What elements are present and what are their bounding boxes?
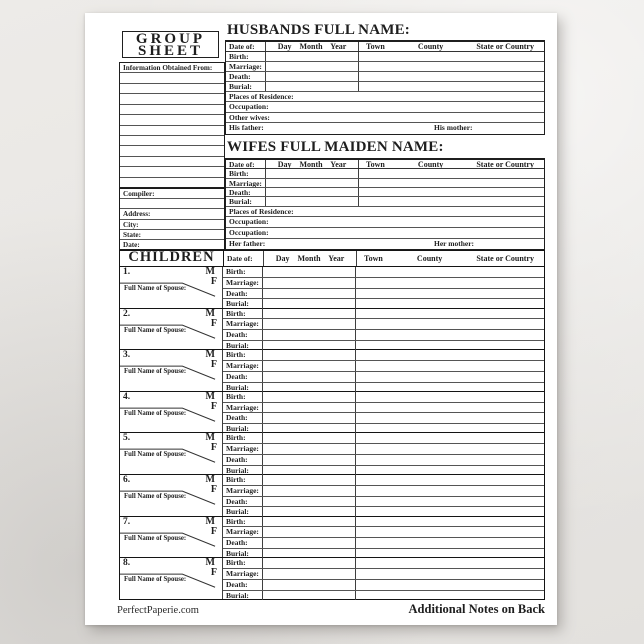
child-marriage-row <box>223 569 544 580</box>
compiler-blank-row <box>120 199 224 209</box>
child-block <box>120 267 544 309</box>
wife-section-title: WIFES FULL MAIDEN NAME: <box>227 139 444 155</box>
marriage-date-cell <box>266 179 359 187</box>
spouse-name-label: Full Name of Spouse: <box>124 285 187 292</box>
child-birth-row <box>223 309 544 320</box>
male-checkbox-label: M <box>205 474 215 485</box>
child-event-rows <box>223 267 544 308</box>
marriage-date-cell <box>263 486 356 496</box>
info-blank-row <box>120 115 224 125</box>
marriage-date-cell <box>266 62 359 71</box>
husband-birth-row <box>226 52 544 62</box>
county-header: County <box>417 160 444 169</box>
birth-label: Birth: <box>223 309 263 319</box>
marriage-label: Marriage: <box>223 278 263 288</box>
child-block <box>120 350 544 392</box>
marriage-date-cell <box>263 527 356 537</box>
wife-residence-row: Places of Residence: <box>226 207 544 218</box>
death-label: Death: <box>226 188 266 196</box>
child-birth-row <box>223 517 544 528</box>
child-number: 5. <box>123 433 131 444</box>
marriage-place-cell <box>356 403 544 413</box>
compiler-label: Compiler: <box>120 189 224 199</box>
birth-place-cell <box>356 475 544 485</box>
birth-place-cell <box>356 433 544 443</box>
info-blank-row <box>120 94 224 104</box>
birth-label: Birth: <box>223 267 263 277</box>
her-father-label: Her father: <box>229 238 266 248</box>
children-header <box>119 250 545 267</box>
child-birth-row <box>223 267 544 278</box>
female-checkbox-label: F <box>210 359 217 371</box>
spouse-name-label: Full Name of Spouse: <box>124 409 187 417</box>
birth-date-cell <box>266 169 359 177</box>
death-place-cell <box>356 580 544 590</box>
county-header: County <box>416 253 443 263</box>
child-birth-row <box>223 558 544 569</box>
additional-notes-text: Additional Notes on Back <box>408 602 545 616</box>
male-checkbox-label: M <box>205 558 215 569</box>
marriage-date-cell <box>263 278 356 288</box>
birth-date-cell <box>263 517 356 527</box>
day-month-year-header: Day Month Year <box>264 251 357 266</box>
marriage-place-cell <box>356 486 544 496</box>
burial-label: Burial: <box>223 507 263 517</box>
burial-date-cell <box>263 591 356 601</box>
female-checkbox-label: F <box>210 525 217 537</box>
husband-burial-row <box>226 82 544 92</box>
birth-label: Birth: <box>226 52 266 61</box>
death-place-cell <box>359 72 544 81</box>
birth-date-cell <box>263 558 356 568</box>
birth-place-cell <box>356 392 544 402</box>
burial-label: Burial: <box>223 591 263 601</box>
birth-place-cell <box>359 169 544 177</box>
child-death-row <box>223 330 544 341</box>
birth-date-cell <box>263 350 356 360</box>
marriage-place-cell <box>356 569 544 579</box>
child-block <box>120 475 544 517</box>
death-label: Death: <box>223 372 263 382</box>
birth-place-cell <box>356 558 544 568</box>
burial-place-cell <box>359 82 544 91</box>
info-blank-row <box>120 73 224 83</box>
child-number: 8. <box>123 558 131 569</box>
wife-marriage-row <box>226 179 544 188</box>
death-label: Death: <box>226 72 266 81</box>
marriage-place-cell <box>359 62 544 71</box>
brand-text: PerfectPaperie.com <box>117 605 199 616</box>
death-label: Death: <box>223 413 263 423</box>
child-number: 2. <box>123 308 131 319</box>
day-month-year-header: Day Month Year <box>266 42 359 51</box>
male-checkbox-label: M <box>205 350 215 361</box>
birth-place-cell <box>359 52 544 61</box>
spouse-name-label: Full Name of Spouse: <box>124 368 187 376</box>
info-blank-row <box>120 167 224 177</box>
marriage-date-cell <box>263 361 356 371</box>
child-marriage-row <box>223 444 544 455</box>
husband-residence-row: Places of Residence: <box>226 92 544 103</box>
wife-death-row <box>226 188 544 197</box>
children-section-title: CHILDREN <box>120 251 224 266</box>
his-father-label: His father: <box>229 123 264 133</box>
spouse-name-label: Full Name of Spouse: <box>124 326 187 334</box>
birth-label: Birth: <box>223 558 263 568</box>
child-death-row <box>223 538 544 549</box>
death-place-cell <box>356 372 544 382</box>
husband-marriage-row <box>226 62 544 72</box>
spouse-name-label: Full Name of Spouse: <box>124 534 187 542</box>
state-or-country-header: State or Country <box>476 160 534 169</box>
female-checkbox-label: F <box>210 567 217 579</box>
death-place-cell <box>359 188 544 196</box>
death-label: Death: <box>223 289 263 299</box>
marriage-date-cell <box>263 569 356 579</box>
child-marriage-row <box>223 403 544 414</box>
date-of-header: Date of: <box>226 42 266 51</box>
child-marriage-row <box>223 361 544 372</box>
marriage-label: Marriage: <box>223 486 263 496</box>
child-name-cell <box>120 433 223 474</box>
death-date-cell <box>263 497 356 507</box>
information-obtained-box <box>119 62 225 188</box>
child-marriage-row <box>223 527 544 538</box>
date-label: Date: <box>123 240 140 249</box>
birth-place-cell <box>356 309 544 319</box>
marriage-place-cell <box>359 179 544 187</box>
birth-place-cell <box>356 350 544 360</box>
male-checkbox-label: M <box>205 267 215 277</box>
birth-place-cell <box>356 267 544 277</box>
birth-date-cell <box>263 309 356 319</box>
birth-label: Birth: <box>223 350 263 360</box>
death-date-cell <box>263 538 356 548</box>
male-checkbox-label: M <box>205 433 215 444</box>
burial-label: Burial: <box>223 383 263 393</box>
date-of-header: Date of: <box>224 251 264 266</box>
marriage-label: Marriage: <box>223 569 263 579</box>
child-name-cell <box>120 350 223 391</box>
male-checkbox-label: M <box>205 391 215 402</box>
state-label: State: <box>120 230 224 240</box>
info-blank-row <box>120 178 224 187</box>
death-date-cell <box>263 372 356 382</box>
child-block <box>120 558 544 600</box>
marriage-label: Marriage: <box>223 527 263 537</box>
child-name-cell <box>120 267 223 308</box>
marriage-label: Marriage: <box>223 444 263 454</box>
death-date-cell <box>263 455 356 465</box>
child-name-cell <box>120 517 223 558</box>
child-block <box>120 309 544 351</box>
town-header: Town <box>366 42 385 51</box>
state-or-country-header: State or Country <box>476 42 534 51</box>
female-checkbox-label: F <box>210 276 217 287</box>
birth-label: Birth: <box>226 169 266 177</box>
child-death-row <box>223 455 544 466</box>
child-number: 1. <box>123 267 131 277</box>
birth-place-cell <box>356 517 544 527</box>
child-event-rows <box>223 517 544 558</box>
info-blank-row <box>120 146 224 156</box>
children-blocks <box>119 267 545 600</box>
birth-date-cell <box>263 392 356 402</box>
date-of-header: Date of: <box>226 160 266 168</box>
child-event-rows <box>223 309 544 350</box>
burial-label: Burial: <box>223 299 263 309</box>
burial-label: Burial: <box>223 549 263 559</box>
female-checkbox-label: F <box>210 483 217 495</box>
spouse-name-label: Full Name of Spouse: <box>124 451 187 459</box>
county-header: County <box>417 42 444 51</box>
death-place-cell <box>356 455 544 465</box>
marriage-place-cell <box>356 527 544 537</box>
wife-occupation-row-1: Occupation: <box>226 217 544 228</box>
child-death-row <box>223 413 544 424</box>
death-label: Death: <box>223 497 263 507</box>
his-mother-label: His mother: <box>434 123 473 133</box>
female-checkbox-label: F <box>210 442 217 454</box>
child-birth-row <box>223 350 544 361</box>
child-name-cell <box>120 558 223 599</box>
spouse-name-label: Full Name of Spouse: <box>124 576 187 584</box>
page-footer <box>117 602 545 617</box>
child-birth-row <box>223 392 544 403</box>
child-number: 6. <box>123 474 131 485</box>
child-death-row <box>223 580 544 591</box>
birth-label: Birth: <box>223 433 263 443</box>
child-number: 4. <box>123 391 131 402</box>
marriage-date-cell <box>263 319 356 329</box>
death-label: Death: <box>223 330 263 340</box>
birth-date-cell <box>263 433 356 443</box>
female-checkbox-label: F <box>210 400 217 412</box>
child-death-row <box>223 289 544 300</box>
burial-label: Burial: <box>223 466 263 476</box>
birth-label: Birth: <box>223 517 263 527</box>
group-sheet-title-line2: SHEET <box>137 42 204 59</box>
her-mother-label: Her mother: <box>434 238 475 248</box>
birth-date-cell <box>263 475 356 485</box>
info-blank-row <box>120 136 224 146</box>
death-date-cell <box>266 188 359 196</box>
death-label: Death: <box>223 580 263 590</box>
wife-table-header <box>226 160 544 169</box>
child-marriage-row <box>223 278 544 289</box>
burial-place-cell <box>359 197 544 205</box>
burial-label: Burial: <box>226 197 266 205</box>
burial-label: Burial: <box>226 82 266 91</box>
husband-table-header <box>226 42 544 52</box>
death-place-cell <box>356 330 544 340</box>
death-place-cell <box>356 497 544 507</box>
marriage-label: Marriage: <box>223 319 263 329</box>
child-name-cell <box>120 309 223 350</box>
city-label: City: <box>120 220 224 230</box>
place-headers <box>359 160 544 168</box>
child-burial-row <box>223 591 544 601</box>
child-death-row <box>223 497 544 508</box>
child-event-rows <box>223 350 544 391</box>
marriage-label: Marriage: <box>226 179 266 187</box>
group-sheet-title-line1: GROUP <box>135 31 206 47</box>
marriage-label: Marriage: <box>223 361 263 371</box>
husband-section-title: HUSBANDS FULL NAME: <box>227 22 410 38</box>
burial-place-cell <box>356 591 544 601</box>
child-birth-row <box>223 475 544 486</box>
child-event-rows <box>223 433 544 474</box>
male-checkbox-label: M <box>205 308 215 319</box>
place-headers <box>357 254 544 264</box>
wife-birth-row <box>226 169 544 178</box>
burial-label: Burial: <box>223 424 263 434</box>
birth-label: Birth: <box>223 475 263 485</box>
death-label: Death: <box>223 455 263 465</box>
wife-table <box>225 158 545 250</box>
burial-date-cell <box>266 197 359 205</box>
group-sheet-title-box <box>122 31 219 58</box>
marriage-place-cell <box>356 444 544 454</box>
female-checkbox-label: F <box>210 317 217 329</box>
child-name-cell <box>120 475 223 516</box>
death-label: Death: <box>223 538 263 548</box>
birth-label: Birth: <box>223 392 263 402</box>
husband-occupation-row: Occupation: <box>226 102 544 113</box>
info-blank-row <box>120 105 224 115</box>
marriage-place-cell <box>356 319 544 329</box>
child-marriage-row <box>223 486 544 497</box>
birth-date-cell <box>266 52 359 61</box>
child-block <box>120 517 544 559</box>
child-block <box>120 433 544 475</box>
spouse-name-label: Full Name of Spouse: <box>124 492 187 500</box>
marriage-place-cell <box>356 361 544 371</box>
info-blank-row <box>120 84 224 94</box>
family-group-sheet-page <box>85 13 557 625</box>
child-event-rows <box>223 392 544 433</box>
death-date-cell <box>263 413 356 423</box>
town-header: Town <box>366 160 385 169</box>
wife-parents-row <box>226 239 544 250</box>
death-date-cell <box>263 580 356 590</box>
child-event-rows <box>223 475 544 516</box>
compiler-box <box>119 188 225 250</box>
wife-burial-row <box>226 197 544 206</box>
husband-death-row <box>226 72 544 82</box>
children-table-header <box>224 251 544 266</box>
death-date-cell <box>263 289 356 299</box>
address-label: Address: <box>120 209 224 219</box>
info-blank-row <box>120 126 224 136</box>
death-date-cell <box>263 330 356 340</box>
child-marriage-row <box>223 319 544 330</box>
husband-table <box>225 40 545 135</box>
marriage-place-cell <box>356 278 544 288</box>
child-block <box>120 392 544 434</box>
state-or-country-header: State or Country <box>476 253 534 263</box>
marriage-label: Marriage: <box>226 62 266 71</box>
town-header: Town <box>364 253 383 263</box>
death-date-cell <box>266 72 359 81</box>
marriage-date-cell <box>263 444 356 454</box>
marriage-date-cell <box>263 403 356 413</box>
child-birth-row <box>223 433 544 444</box>
male-checkbox-label: M <box>205 516 215 527</box>
death-place-cell <box>356 289 544 299</box>
child-number: 7. <box>123 516 131 527</box>
child-event-rows <box>223 558 544 599</box>
burial-date-cell <box>266 82 359 91</box>
place-headers <box>359 42 544 51</box>
information-obtained-label: Information Obtained From: <box>120 63 224 73</box>
child-death-row <box>223 372 544 383</box>
child-name-cell <box>120 392 223 433</box>
husband-parents-row <box>226 123 544 134</box>
day-month-year-header: Day Month Year <box>266 160 359 168</box>
birth-date-cell <box>263 267 356 277</box>
wife-occupation-row-2: Occupation: <box>226 228 544 239</box>
marriage-label: Marriage: <box>223 403 263 413</box>
burial-label: Burial: <box>223 341 263 351</box>
husband-other-wives-row: Other wives: <box>226 113 544 124</box>
death-place-cell <box>356 538 544 548</box>
child-number: 3. <box>123 350 131 361</box>
death-place-cell <box>356 413 544 423</box>
info-blank-row <box>120 157 224 167</box>
